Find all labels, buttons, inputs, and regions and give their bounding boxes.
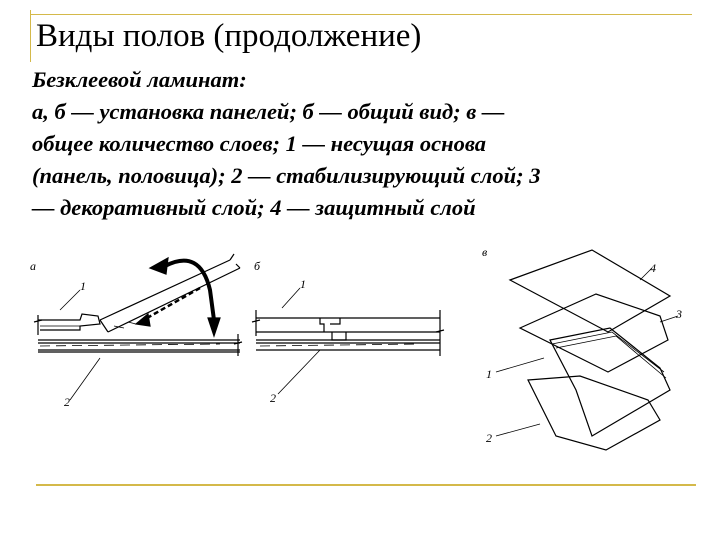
- panel-c-label-3: 3: [676, 307, 682, 321]
- caption-line-2: а, б — установка панелей; б — общий вид; в —: [32, 99, 505, 124]
- frame-left-line: [30, 10, 31, 62]
- caption-line-5: — декоративный слой; 4 — защитный слой: [32, 195, 476, 220]
- panel-b-label-2: 2: [270, 391, 276, 405]
- panel-c-letter: в: [482, 245, 488, 259]
- panel-c-label-4: 4: [650, 261, 656, 275]
- panel-b-diagram: [252, 259, 444, 405]
- panel-a-diagram: [30, 254, 242, 409]
- slide-title: Виды полов (продолжение): [36, 18, 422, 54]
- panel-a-label-2: 2: [64, 395, 70, 409]
- laminate-figure: [20, 240, 700, 470]
- slide-caption: [32, 64, 692, 224]
- caption-line-3: общее количество слоев; 1 — несущая основа: [32, 131, 487, 156]
- caption-line-1: Безклеевой ламинат:: [32, 67, 247, 92]
- panel-a-label-1: 1: [80, 279, 86, 293]
- frame-bottom-line: [36, 484, 696, 486]
- panel-c-diagram: [482, 245, 682, 450]
- panel-b-letter: б: [254, 259, 261, 273]
- panel-a-letter: а: [30, 259, 36, 273]
- panel-c-label-2: 2: [486, 431, 492, 445]
- panel-c-label-1: 1: [486, 367, 492, 381]
- caption-line-4: (панель, половица); 2 — стабилизирующий слой; 3: [32, 163, 541, 188]
- panel-b-label-1: 1: [300, 277, 306, 291]
